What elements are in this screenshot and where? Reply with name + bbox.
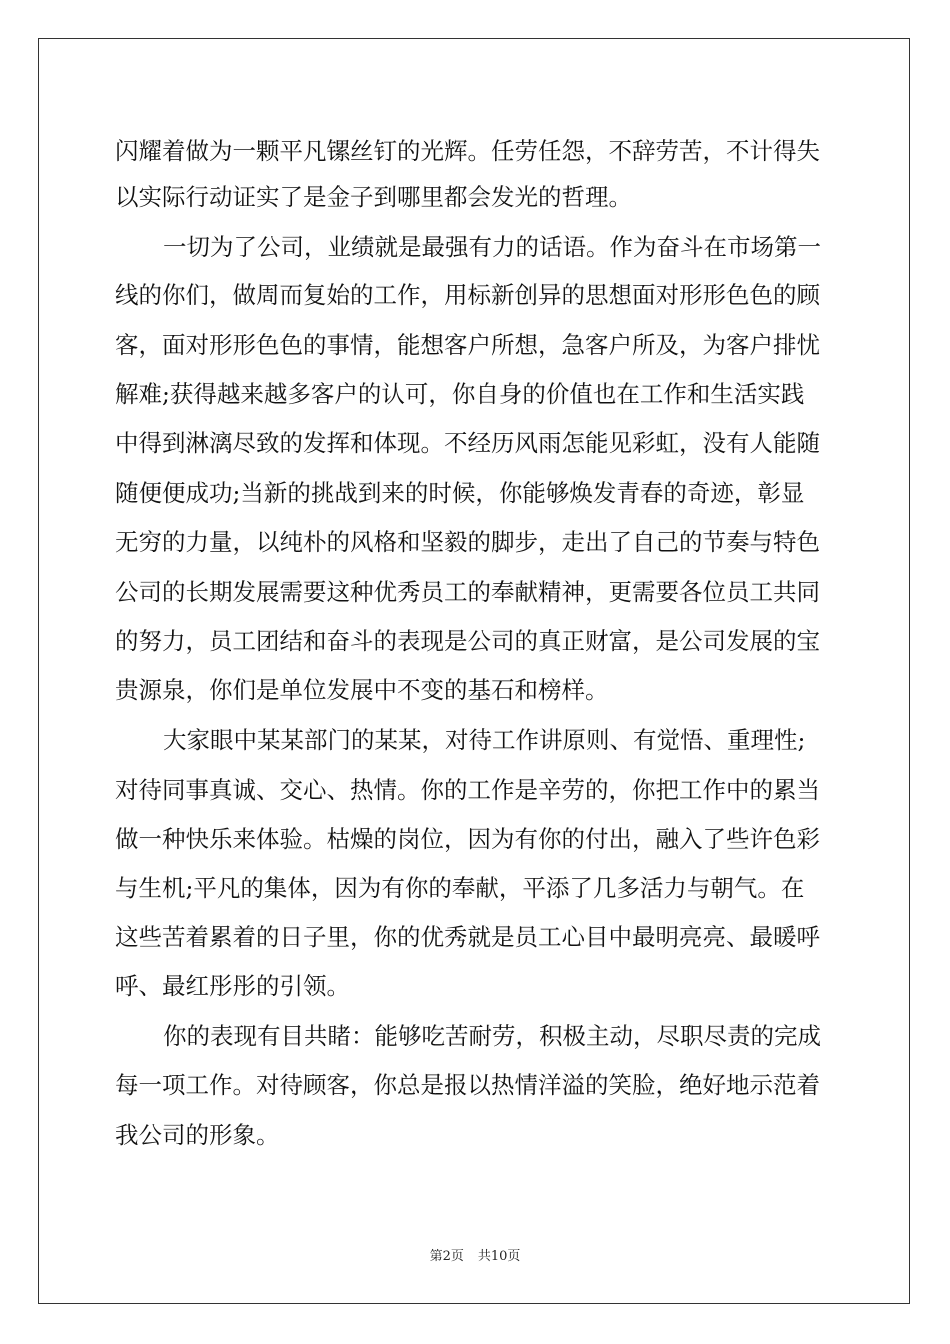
body-line: 随便便成功;当新的挑战到来的时候，你能够焕发青春的奇迹，彰显 [115, 479, 805, 507]
body-line: 中得到淋漓尽致的发挥和体现。不经历风雨怎能见彩虹，没有人能随 [115, 429, 820, 457]
body-line: 解难;获得越来越多客户的认可，你自身的价值也在工作和生活实践 [115, 380, 805, 408]
body-line: 这些苦着累着的日子里，你的优秀就是员工心目中最明亮亮、最暖呼 [115, 923, 820, 951]
body-line: 贵源泉，你们是单位发展中不变的基石和榜样。 [115, 676, 609, 704]
body-line: 闪耀着做为一颗平凡镙丝钉的光辉。任劳任怨，不辞劳苦，不计得失 [115, 137, 820, 165]
body-line: 呼、最红彤彤的引领。 [115, 972, 350, 1000]
paragraph-first-line: 大家眼中某某部门的某某，对待工作讲原则、有觉悟、重理性; [163, 726, 806, 754]
page-footer [0, 1245, 950, 1264]
body-line: 每一项工作。对待顾客，你总是报以热情洋溢的笑脸，绝好地示范着 [115, 1071, 820, 1099]
body-line: 做一种快乐来体验。枯燥的岗位，因为有你的付出，融入了些许色彩 [115, 825, 820, 853]
page-number: 第2页 [429, 1249, 464, 1264]
page-border [38, 38, 910, 1304]
paragraph-first-line: 你的表现有目共睹：能够吃苦耐劳，积极主动，尽职尽责的完成 [163, 1022, 821, 1050]
body-line: 与生机;平凡的集体，因为有你的奉献，平添了几多活力与朝气。在 [115, 874, 805, 902]
body-line: 的努力，员工团结和奋斗的表现是公司的真正财富，是公司发展的宝 [115, 627, 820, 655]
body-line: 线的你们，做周而复始的工作，用标新创异的思想面对形形色色的顾 [115, 281, 820, 309]
body-line: 公司的长期发展需要这种优秀员工的奉献精神，更需要各位员工共同 [115, 578, 820, 606]
body-line: 客，面对形形色色的事情，能想客户所想，急客户所及，为客户排忧 [115, 331, 820, 359]
body-line: 我公司的形象。 [115, 1121, 280, 1149]
page-total: 共10页 [477, 1249, 521, 1264]
body-line: 无穷的力量，以纯朴的风格和坚毅的脚步，走出了自己的节奏与特色 [115, 528, 820, 556]
body-line: 对待同事真诚、交心、热情。你的工作是辛劳的，你把工作中的累当 [115, 776, 820, 804]
paragraph-first-line: 一切为了公司，业绩就是最强有力的话语。作为奋斗在市场第一 [163, 233, 821, 261]
body-line: 以实际行动证实了是金子到哪里都会发光的哲理。 [115, 183, 632, 211]
